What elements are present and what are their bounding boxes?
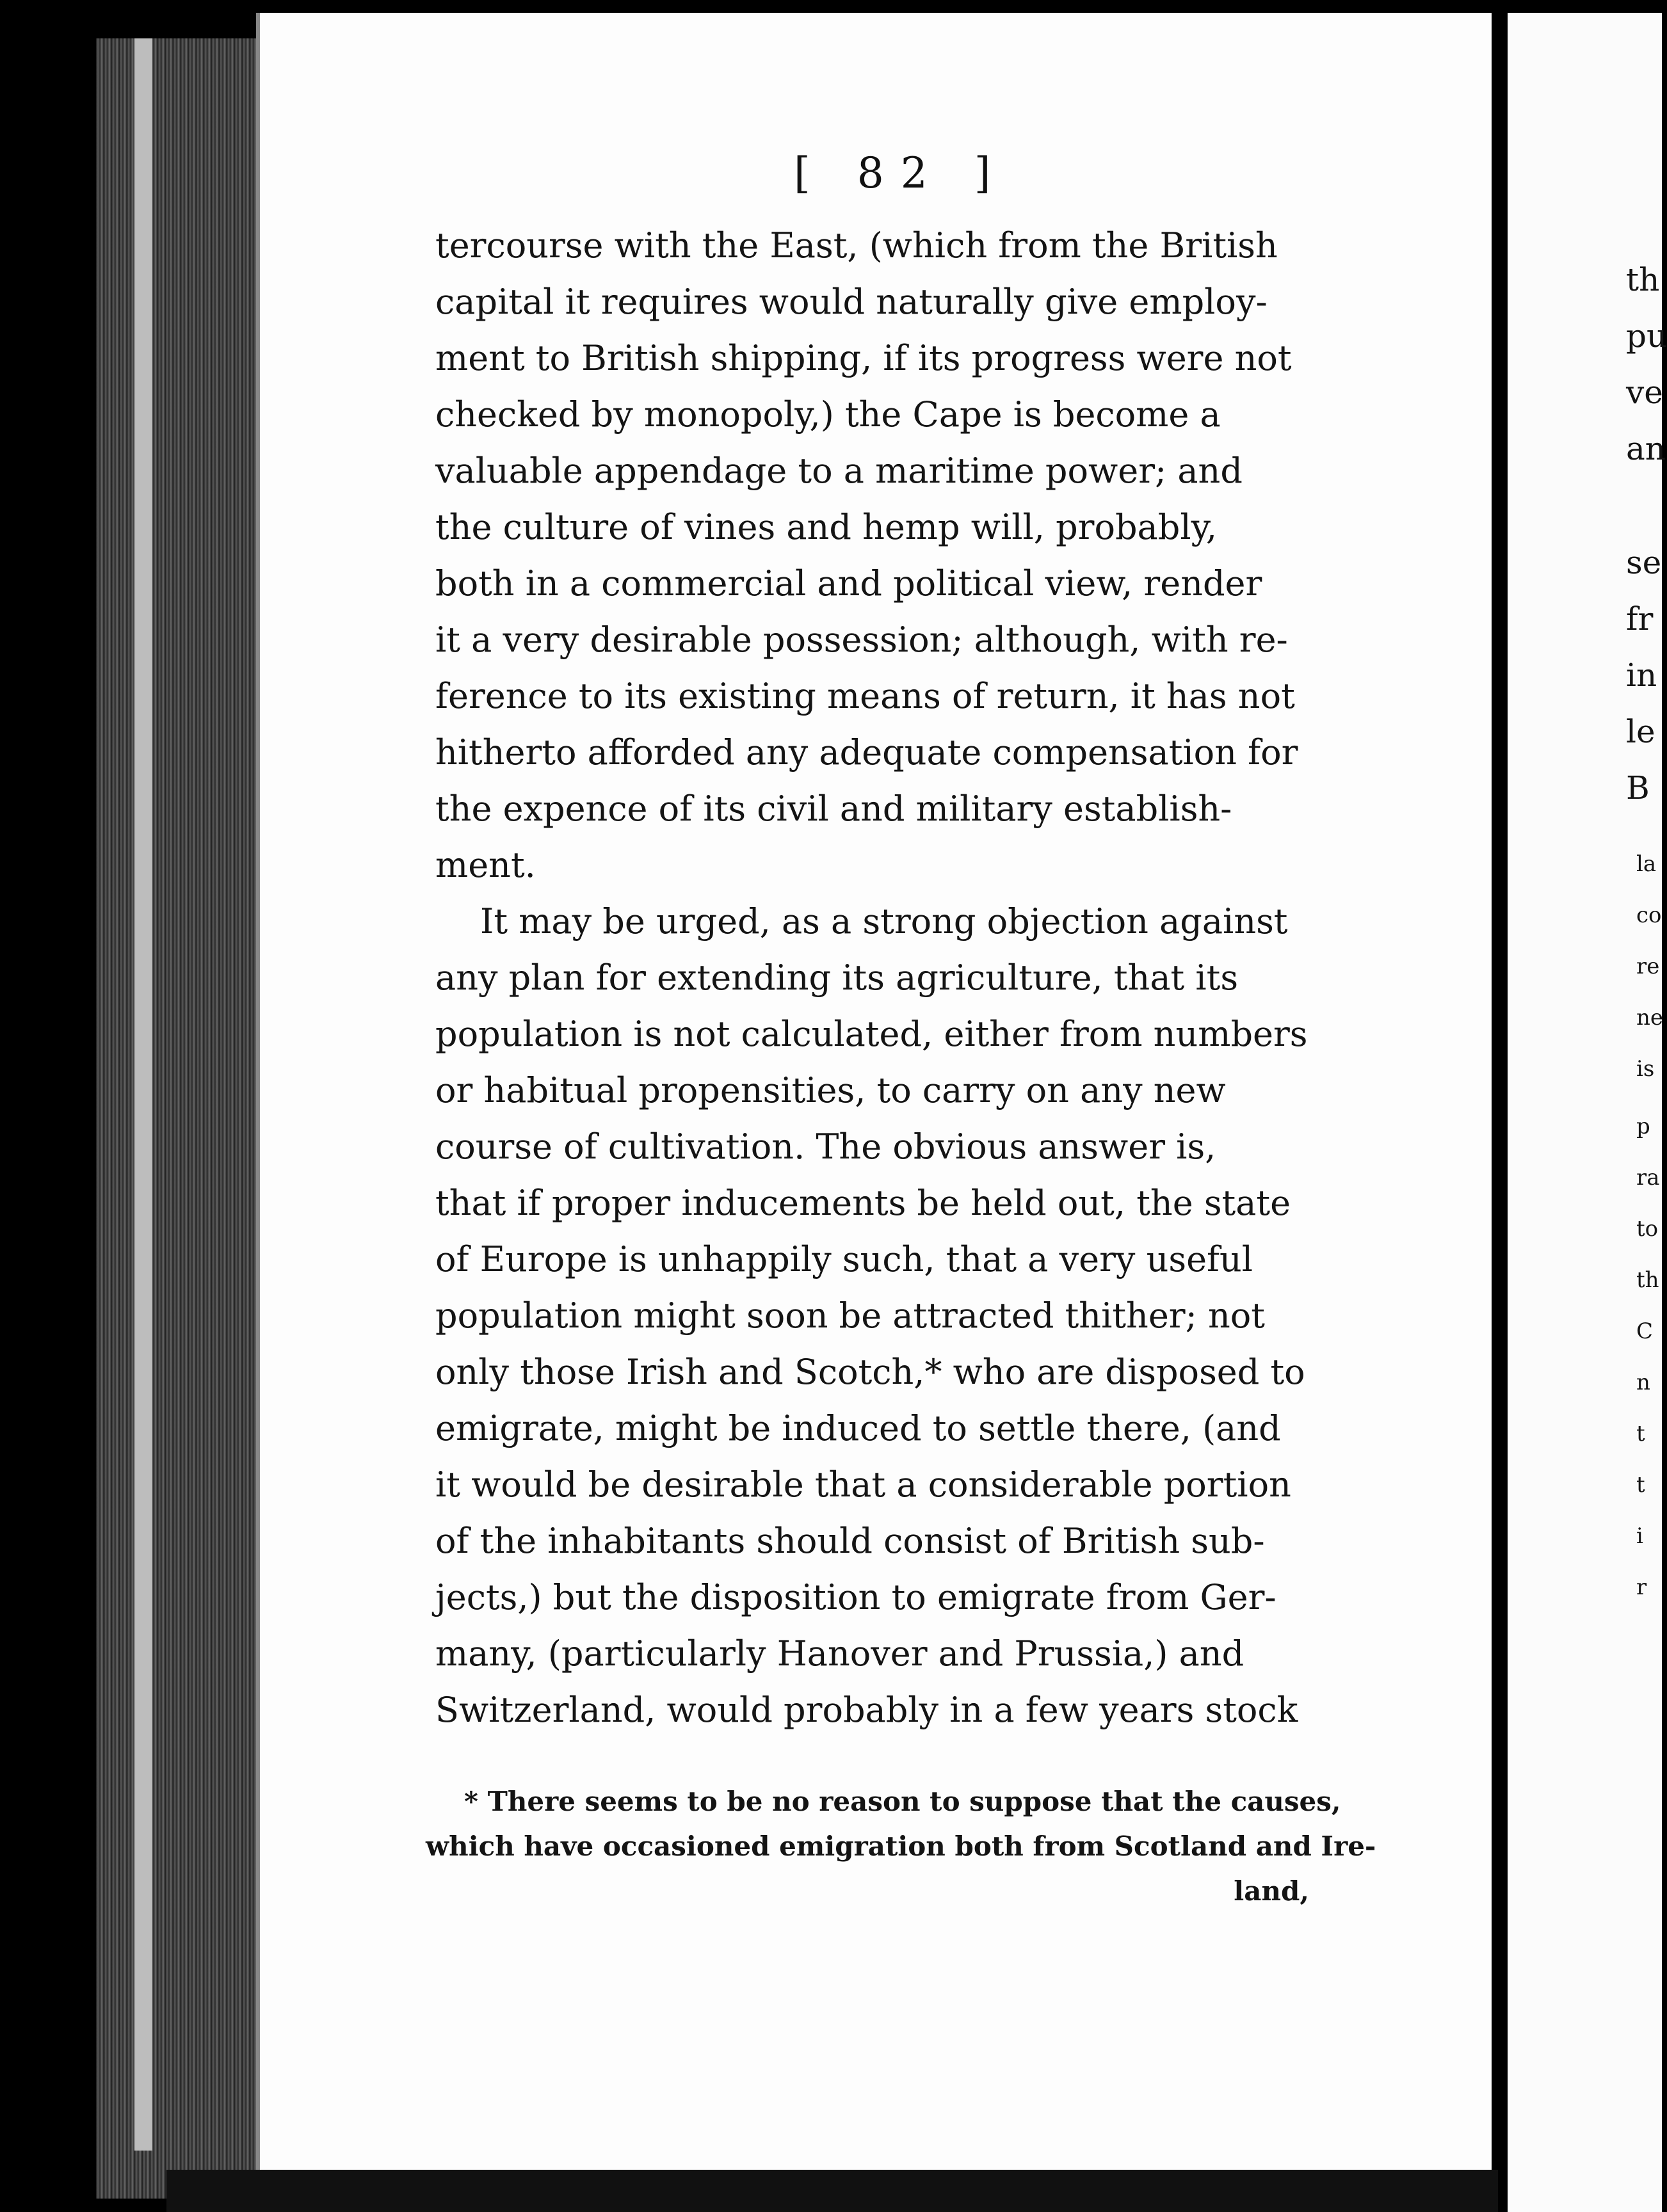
- facing-fragment: n: [1636, 1370, 1650, 1395]
- footnote-line: * There seems to be no reason to suppose that the causes,: [464, 1786, 1341, 1817]
- body-line: ment.: [435, 845, 536, 885]
- facing-fragment: re: [1636, 954, 1660, 979]
- body-line: that if proper inducements be held out, the state: [435, 1183, 1291, 1223]
- facing-fragment: th: [1626, 261, 1660, 298]
- body-line: of Europe is unhappily such, that a very useful: [435, 1239, 1253, 1279]
- facing-fragment: la: [1636, 851, 1657, 877]
- body-line: tercourse with the East, (which from the British: [435, 225, 1278, 266]
- body-line: the expence of its civil and military establish-: [435, 789, 1232, 829]
- footnote-line: which have occasioned emigration both from Scotland and Ire-: [426, 1831, 1376, 1862]
- body-line: it would be desirable that a considerable portion: [435, 1464, 1291, 1505]
- body-line: population is not calculated, either from numbers: [435, 1014, 1308, 1054]
- body-line: it a very desirable possession; although, with re-: [435, 620, 1288, 660]
- facing-fragment: to: [1636, 1216, 1659, 1242]
- paragraph-first-line: It may be urged, as a strong objection against: [480, 901, 1288, 942]
- body-line: Switzerland, would probably in a few years stock: [435, 1690, 1298, 1730]
- page-body-text: [435, 218, 1332, 1738]
- body-line: both in a commercial and political view, render: [435, 563, 1262, 604]
- body-line: many, (particularly Hanover and Prussia,) and: [435, 1633, 1244, 1674]
- book-edge-highlight: [134, 38, 152, 2151]
- page-number-header: [ 82 ]: [794, 148, 1008, 198]
- footnote-line: land,: [1234, 1875, 1309, 1907]
- facing-fragment: B: [1626, 769, 1650, 806]
- facing-fragment: fr: [1626, 600, 1654, 637]
- body-line: jects,) but the disposition to emigrate from Ger-: [435, 1577, 1276, 1617]
- facing-fragment: se: [1626, 544, 1662, 581]
- facing-fragment: an: [1626, 430, 1666, 467]
- body-line: ment to British shipping, if its progress were not: [435, 338, 1292, 378]
- facing-fragment: ve: [1626, 374, 1663, 411]
- body-line: or habitual propensities, to carry on any new: [435, 1070, 1226, 1110]
- body-line: any plan for extending its agriculture, that its: [435, 958, 1239, 998]
- facing-fragment: in: [1626, 657, 1657, 694]
- book-bottom-edge: [166, 2170, 1498, 2212]
- facing-fragment: pu: [1626, 317, 1667, 355]
- facing-fragment: ra: [1636, 1165, 1660, 1190]
- facing-fragment: t: [1636, 1421, 1645, 1447]
- body-line: course of cultivation. The obvious answer is,: [435, 1126, 1216, 1167]
- body-line: capital it requires would naturally give employ-: [435, 282, 1268, 322]
- body-line: population might soon be attracted thither; not: [435, 1295, 1265, 1336]
- facing-fragment: co: [1636, 902, 1662, 928]
- body-line: ference to its existing means of return, it has not: [435, 676, 1295, 716]
- body-line: only those Irish and Scotch,* who are disposed to: [435, 1352, 1305, 1392]
- facing-fragment: t: [1636, 1472, 1645, 1498]
- body-line: hitherto afforded any adequate compensation for: [435, 732, 1298, 773]
- footnote: [426, 1779, 1376, 1914]
- facing-fragment: ne: [1636, 1005, 1664, 1030]
- facing-fragment: r: [1636, 1575, 1647, 1600]
- body-line: of the inhabitants should consist of British sub-: [435, 1521, 1265, 1561]
- body-line: checked by monopoly,) the Cape is become a: [435, 394, 1221, 435]
- book-page-edges: [96, 38, 259, 2199]
- facing-fragment: is: [1636, 1056, 1655, 1082]
- body-line: the culture of vines and hemp will, probably,: [435, 507, 1218, 547]
- facing-fragment: C: [1636, 1318, 1654, 1344]
- facing-fragment: i: [1636, 1523, 1643, 1549]
- body-line: emigrate, might be induced to settle there, (and: [435, 1408, 1281, 1448]
- facing-fragment: th: [1636, 1267, 1659, 1293]
- body-line: valuable appendage to a maritime power; and: [435, 451, 1243, 491]
- facing-fragment: p: [1636, 1114, 1650, 1139]
- facing-fragment: le: [1626, 713, 1655, 750]
